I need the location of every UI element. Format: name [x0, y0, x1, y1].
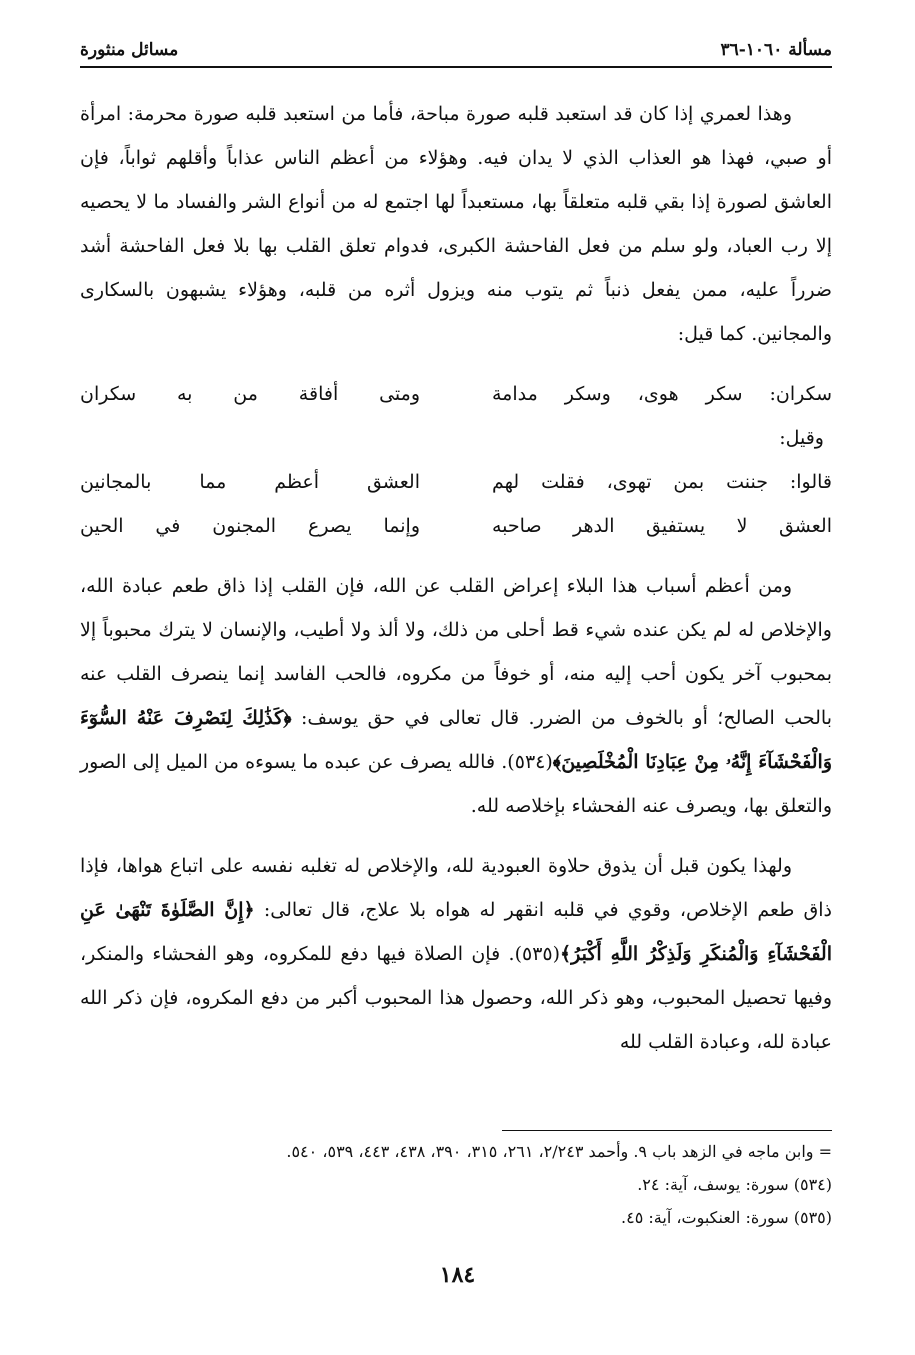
paragraph-3-text: ولهذا يكون قبل أن يذوق حلاوة العبودية لله، والإخلاص له تغلبه نفسه على اتباع هواها، فإذا ذاق طعم الإخلاص، وقوي في قلبه انقهر له هواه بلا علاج، قال تعالى:	[80, 855, 832, 921]
paragraph-2	[80, 564, 832, 828]
verse-line-2	[80, 460, 832, 504]
main-text	[80, 92, 832, 1064]
paragraph-2-text: ومن أعظم أسباب هذا البلاء إعراض القلب عن الله، فإن القلب إذا ذاق طعم عبادة الله، والإخلاص له لم يكن عنده شيء قط أحلى من ذلك، ولا ألذ ولا أطيب، والإنسان لا يترك محبوباً إلا بمحبوب آخر يكون أحب إليه منه، أو خوفاً من مكروه، فالحب الفاسد إنما ينصرف القلب عنه بالحب الصالح؛ أو بالخوف من الضرر. قال تعالى في حق يوسف:	[80, 575, 832, 729]
paragraph-1: وهذا لعمري إذا كان قد استعبد قلبه صورة مباحة، فأما من استعبد قلبه صورة محرمة: امرأة أو صبي، فهذا هو العذاب الذي لا يدان فيه. وهؤلاء من أعظم الناس عذاباً وأقلهم ثواباً، فإن العاشق لصورة إذا بقي قلبه متعلقاً بها، مستعبداً لها اجتمع له من أنواع الشر والفساد ما لا يحصيه إلا رب العباد، ولو سلم من فعل الفاحشة الكبرى، فدوام تعلق القلب بها بلا فعل الفاحشة أشد ضرراً عليه، ممن يفعل ذنباً ثم يتوب منه ويزول أثره من قلبه، وهؤلاء يشبهون بالسكارى والمجانين. كما قيل:	[80, 103, 832, 345]
verse-3-first-hemistich: العشق لا يستفيق الدهر صاحبه	[492, 515, 832, 537]
verse-3-second-hemistich: وإنما يصرع المجنون في الحين	[80, 515, 420, 537]
spacer	[80, 548, 832, 564]
verse-1-first-hemistich: سكران: سكر هوى، وسكر مدامة	[492, 383, 832, 405]
page-number: ١٨٤	[439, 1262, 476, 1288]
verse-2-first-hemistich: قالوا: جننت بمن تهوى، فقلت لهم	[492, 471, 832, 493]
verse-line-1	[80, 372, 832, 416]
footnotes	[80, 1130, 832, 1234]
verse-line-3	[80, 504, 832, 548]
verse-2-second-hemistich: العشق أعظم مما بالمجانين	[80, 471, 420, 493]
footnote-continued: = وابن ماجه في الزهد باب ٩. وأحمد ٢/٢٤٣، ٢٦١، ٣١٥، ٣٩٠، ٤٣٨، ٤٤٣، ٥٣٩، ٥٤٠.	[286, 1142, 832, 1161]
header-book-title: مسائل منثورة	[80, 40, 179, 60]
footnote-535: (٥٣٥) سورة: العنكبوت، آية: ٤٥.	[621, 1208, 832, 1227]
verse-1-second-hemistich: ومتى أفاقة من به سكران	[80, 383, 420, 405]
paragraph-2-text-cont: (٥٣٤). فالله يصرف عن عبده ما يسوءه من الميل إلى الصور والتعلق بها، ويصرف عنه الفحشاء بإخلاصه لله.	[80, 751, 832, 817]
quran-verse-yusuf: ﴿كَذَٰلِكَ لِنَصْرِفَ عَنْهُ السُّوٓءَ وَالْفَحْشَآءَ إِنَّهُۥ مِنْ عِبَادِنَا الْمُخْلَصِينَ﴾	[80, 707, 833, 773]
running-header	[80, 28, 832, 68]
header-section-title: مسألة ١٠٦٠-٣٦	[720, 40, 832, 60]
paragraph-3-text-cont: (٥٣٥). فإن الصلاة فيها دفع للمكروه، وهو الفحشاء والمنكر، وفيها تحصيل المحبوب، وهو ذكر الله، وحصول هذا المحبوب أكبر من دفع المكروه، فإن ذكر الله عبادة لله، وعبادة القلب لله	[80, 943, 832, 1053]
footnote-534: (٥٣٤) سورة: يوسف، آية: ٢٤.	[637, 1175, 832, 1194]
spacer	[80, 356, 832, 372]
paragraph-3	[80, 844, 832, 1064]
footnote-divider	[502, 1130, 832, 1131]
spacer	[80, 828, 832, 844]
verse-intro: وقيل:	[779, 427, 824, 449]
quran-verse-ankabut: ﴿إِنَّ الصَّلَوٰةَ تَنْهَىٰ عَنِ الْفَحْشَآءِ وَالْمُنكَرِ وَلَذِكْرُ اللَّهِ أَكْبَرُ﴾	[80, 899, 832, 965]
